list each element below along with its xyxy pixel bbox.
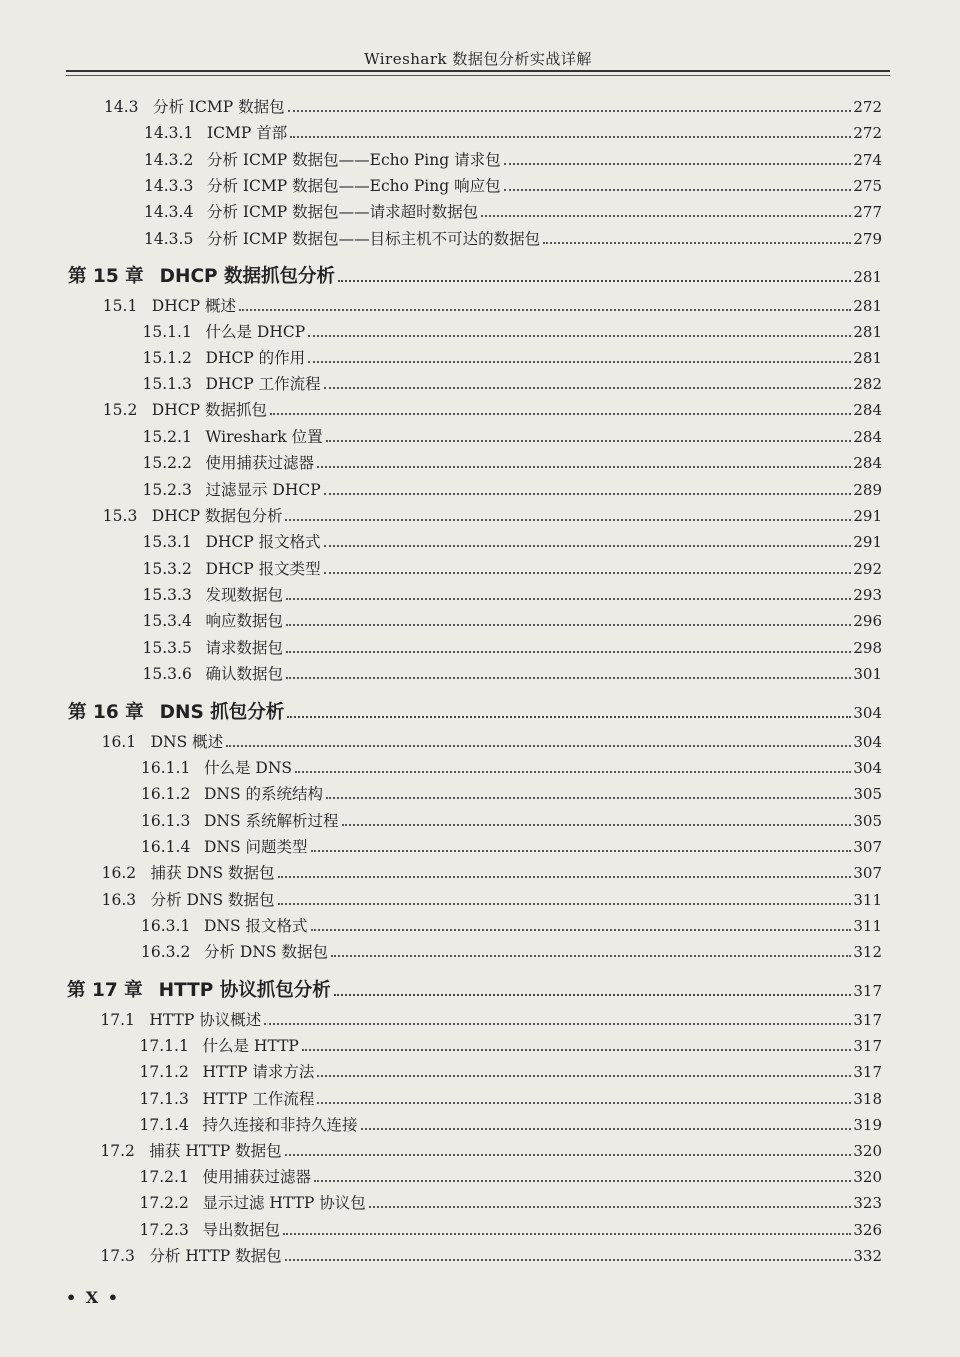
toc-entry-page: 284 xyxy=(853,428,882,446)
toc-entry-number: 15.1.2 xyxy=(142,349,192,367)
toc-entry-page: 281 xyxy=(853,323,882,341)
dot-leader xyxy=(504,189,852,191)
toc-entry-number: 15.3.2 xyxy=(142,560,192,578)
dot-leader xyxy=(331,955,851,957)
toc-entry-subsection[interactable] xyxy=(141,836,882,858)
toc-entry-number: 16.1.3 xyxy=(141,812,191,830)
toc-entry-number: 17.3 xyxy=(100,1247,135,1265)
toc-entry-number: 第 17 章 xyxy=(67,980,143,1001)
toc-entry-title: DHCP 报文格式 xyxy=(205,533,321,551)
toc-entry-section[interactable] xyxy=(102,862,882,884)
toc-entry-number: 15.3.4 xyxy=(142,612,192,630)
toc-entry-subsection[interactable] xyxy=(141,810,882,832)
dot-leader xyxy=(317,1102,851,1104)
toc-entry-subsection[interactable] xyxy=(144,149,882,171)
toc-entry-title: 过滤显示 DHCP xyxy=(205,481,321,499)
toc-entry-subsection[interactable] xyxy=(140,1166,883,1188)
toc-entry-number: 14.3.3 xyxy=(144,177,194,195)
toc-entry-number: 14.3.2 xyxy=(144,151,194,169)
dot-leader xyxy=(504,163,852,165)
toc-entry-page: 272 xyxy=(853,98,882,116)
toc-entry-page: 312 xyxy=(853,943,882,961)
toc-entry-title: 捕获 DNS 数据包 xyxy=(150,864,275,882)
toc-entry-page: 317 xyxy=(853,1063,882,1081)
toc-entry-subsection[interactable] xyxy=(143,452,883,474)
toc-entry-section[interactable] xyxy=(103,505,882,527)
toc-entry-subsection[interactable] xyxy=(140,1035,883,1057)
toc-entry-page: 275 xyxy=(853,177,882,195)
dot-leader xyxy=(270,413,851,415)
toc-entry-title: DNS 报文格式 xyxy=(204,917,308,935)
toc-entry-title: DHCP 概述 xyxy=(151,297,236,315)
toc-entry-number: 17.1.1 xyxy=(139,1037,189,1055)
toc-entry-title: 显示过滤 HTTP 协议包 xyxy=(202,1194,366,1212)
toc-entry-page: 332 xyxy=(853,1247,882,1265)
toc-entry-page: 317 xyxy=(853,982,882,1000)
dot-leader xyxy=(283,1233,851,1235)
toc-entry-number: 15.3 xyxy=(102,507,138,525)
toc-entry-chapter[interactable] xyxy=(68,700,882,726)
toc-entry-subsection[interactable] xyxy=(143,610,883,632)
toc-entry-number: 15.3.6 xyxy=(142,665,192,683)
toc-entry-subsection[interactable] xyxy=(144,122,882,144)
toc-entry-page: 319 xyxy=(853,1116,882,1134)
dot-leader xyxy=(295,771,851,773)
toc-entry-number: 17.1.3 xyxy=(139,1090,189,1108)
dot-leader xyxy=(264,1023,851,1025)
toc-entry-subsection[interactable] xyxy=(140,1219,883,1241)
toc-entry-number: 15.3.3 xyxy=(142,586,192,604)
dot-leader xyxy=(278,903,852,905)
toc-entry-number: 16.2 xyxy=(101,864,137,882)
toc-entry-page: 281 xyxy=(853,268,882,286)
dot-leader xyxy=(286,598,851,600)
toc-entry-page: 304 xyxy=(853,704,882,722)
toc-entry-subsection[interactable] xyxy=(143,531,883,553)
toc-entry-page: 277 xyxy=(853,203,882,221)
toc-entry-page: 317 xyxy=(853,1037,882,1055)
toc-entry-number: 16.1.4 xyxy=(141,838,191,856)
toc-entry-page: 281 xyxy=(853,349,882,367)
dot-leader xyxy=(324,493,852,495)
toc-entry-page: 318 xyxy=(853,1090,882,1108)
toc-entry-subsection[interactable] xyxy=(143,584,883,606)
toc-entry-subsection[interactable] xyxy=(143,479,883,501)
toc-entry-title: 分析 HTTP 数据包 xyxy=(149,1247,282,1265)
toc-entry-page: 305 xyxy=(853,812,882,830)
toc-entry-title: 什么是 HTTP xyxy=(202,1037,299,1055)
toc-entry-title: 请求数据包 xyxy=(205,639,284,657)
dot-leader xyxy=(308,361,851,363)
dot-leader xyxy=(342,824,852,826)
toc-entry-title: 分析 ICMP 数据包——Echo Ping 响应包 xyxy=(207,177,501,195)
toc-entry-page: 296 xyxy=(853,612,882,630)
toc-entry-title: 什么是 DHCP xyxy=(205,323,306,341)
toc-entry-number: 15.1.1 xyxy=(142,323,192,341)
toc-entry-section[interactable] xyxy=(100,1245,882,1267)
toc-entry-number: 17.1 xyxy=(100,1011,135,1029)
toc-entry-title: 分析 ICMP 数据包——Echo Ping 请求包 xyxy=(207,151,501,169)
toc-entry-number: 14.3.4 xyxy=(144,203,194,221)
toc-entry-section[interactable] xyxy=(102,731,882,753)
toc-entry-title: 分析 DNS 数据包 xyxy=(150,891,275,909)
toc-entry-number: 17.1.2 xyxy=(139,1063,189,1081)
toc-entry-subsection[interactable] xyxy=(140,1114,883,1136)
toc-entry-subsection[interactable] xyxy=(143,663,883,685)
toc-entry-title: DNS 概述 xyxy=(150,733,224,751)
dot-leader xyxy=(361,1128,852,1130)
toc-entry-section[interactable] xyxy=(100,1140,882,1162)
dot-leader xyxy=(481,215,851,217)
toc-entry-title: 使用捕获过滤器 xyxy=(205,454,315,472)
toc-entry-number: 15.1 xyxy=(102,297,138,315)
dot-leader xyxy=(286,651,851,653)
toc-entry-subsection[interactable] xyxy=(144,228,882,250)
toc-entry-subsection[interactable] xyxy=(143,558,883,580)
toc-entry-section[interactable] xyxy=(103,295,882,317)
dot-leader xyxy=(286,624,851,626)
toc-entry-number: 17.1.4 xyxy=(139,1116,189,1134)
toc-entry-title: 分析 ICMP 数据包——目标主机不可达的数据包 xyxy=(207,230,541,248)
dot-leader xyxy=(317,1075,851,1077)
toc-entry-title: HTTP 协议概述 xyxy=(149,1011,262,1029)
toc-entry-title: DHCP 数据包分析 xyxy=(151,507,283,525)
toc-entry-page: 320 xyxy=(853,1142,882,1160)
toc-entry-number: 17.2.2 xyxy=(139,1194,189,1212)
toc-entry-number: 16.3.2 xyxy=(141,943,191,961)
toc-entry-number: 第 16 章 xyxy=(68,702,144,723)
toc-entry-page: 272 xyxy=(853,124,882,142)
toc-entry-page: 307 xyxy=(853,838,882,856)
toc-entry-number: 第 15 章 xyxy=(68,266,144,287)
toc-entry-page: 301 xyxy=(853,665,882,683)
toc-entry-subsection[interactable] xyxy=(141,783,882,805)
toc-entry-subsection[interactable] xyxy=(141,915,882,937)
toc-entry-subsection[interactable] xyxy=(143,373,883,395)
toc-entry-title: 分析 ICMP 数据包——请求超时数据包 xyxy=(207,203,479,221)
toc-entry-subsection[interactable] xyxy=(144,201,882,223)
toc-entry-title: 发现数据包 xyxy=(205,586,284,604)
toc-entry-title: DHCP 数据抓包 xyxy=(151,401,267,419)
toc-entry-subsection[interactable] xyxy=(143,347,883,369)
toc-entry-title: 分析 ICMP 数据包 xyxy=(153,98,285,116)
toc-entry-number: 16.3 xyxy=(101,891,137,909)
toc-entry-page: 305 xyxy=(853,785,882,803)
toc-entry-title: 分析 DNS 数据包 xyxy=(204,943,328,961)
toc-entry-number: 15.3.5 xyxy=(142,639,192,657)
toc-entry-title: DHCP 数据抓包分析 xyxy=(159,266,336,287)
dot-leader xyxy=(287,716,851,718)
toc-entry-chapter[interactable] xyxy=(67,978,882,1004)
toc-entry-number: 15.2.2 xyxy=(142,454,192,472)
toc-entry-number: 15.2 xyxy=(102,401,138,419)
toc-entry-title: 持久连接和非持久连接 xyxy=(202,1116,358,1134)
toc-entry-page: 304 xyxy=(853,733,882,751)
toc-entry-page: 284 xyxy=(853,454,882,472)
toc-entry-number: 17.2.3 xyxy=(139,1221,189,1239)
toc-entry-subsection[interactable] xyxy=(141,757,882,779)
toc-entry-page: 281 xyxy=(853,297,882,315)
toc-entry-page: 307 xyxy=(853,864,882,882)
toc-entry-subsection[interactable] xyxy=(144,175,882,197)
running-header: Wireshark 数据包分析实战详解 xyxy=(364,50,592,68)
dot-leader xyxy=(285,519,851,521)
dot-leader xyxy=(324,387,852,389)
toc-entry-number: 15.2.3 xyxy=(142,481,192,499)
toc-entry-title: HTTP 请求方法 xyxy=(202,1063,315,1081)
toc-entry-page: 292 xyxy=(853,560,882,578)
toc-entry-number: 16.1.2 xyxy=(141,785,191,803)
toc-entry-page: 291 xyxy=(853,533,882,551)
toc-entry-page: 317 xyxy=(853,1011,882,1029)
dot-leader xyxy=(311,929,852,931)
toc-entry-title: DNS 系统解析过程 xyxy=(204,812,339,830)
toc-entry-subsection[interactable] xyxy=(143,321,883,343)
toc-entry-title: DNS 抓包分析 xyxy=(159,702,285,723)
toc-entry-section[interactable] xyxy=(100,1009,882,1031)
dot-leader xyxy=(239,309,851,311)
toc-entry-section[interactable] xyxy=(102,889,882,911)
toc-entry-number: 16.3.1 xyxy=(141,917,191,935)
dot-leader xyxy=(314,1180,851,1182)
toc-entry-number: 14.3 xyxy=(104,98,139,116)
toc-entry-page: 326 xyxy=(853,1221,882,1239)
toc-entry-title: DNS 的系统结构 xyxy=(204,785,324,803)
toc-entry-number: 15.1.3 xyxy=(142,375,192,393)
toc-entry-title: 确认数据包 xyxy=(205,665,284,683)
toc-entry-page: 323 xyxy=(853,1194,882,1212)
toc-entry-title: DHCP 的作用 xyxy=(205,349,306,367)
dot-leader xyxy=(278,876,852,878)
toc-entry-title: 导出数据包 xyxy=(202,1221,281,1239)
dot-leader xyxy=(308,335,851,337)
dot-leader xyxy=(226,745,851,747)
toc-entry-page: 304 xyxy=(853,759,882,777)
dot-leader xyxy=(369,1206,852,1208)
toc-entry-title: 使用捕获过滤器 xyxy=(202,1168,312,1186)
dot-leader xyxy=(543,242,851,244)
dot-leader xyxy=(326,440,852,442)
dot-leader xyxy=(286,677,851,679)
dot-leader xyxy=(290,136,851,138)
toc-entry-subsection[interactable] xyxy=(143,426,883,448)
toc-entry-title: Wireshark 位置 xyxy=(205,428,323,446)
toc-entry-number: 16.1 xyxy=(101,733,137,751)
toc-entry-page: 284 xyxy=(853,401,882,419)
toc-entry-number: 14.3.5 xyxy=(144,230,194,248)
dot-leader xyxy=(334,994,852,996)
toc-entry-subsection[interactable] xyxy=(140,1192,883,1214)
toc-entry-title: 响应数据包 xyxy=(205,612,284,630)
page-number: • X • xyxy=(66,1288,121,1307)
toc-entry-number: 16.1.1 xyxy=(141,759,191,777)
toc-entry-title: DHCP 工作流程 xyxy=(205,375,321,393)
dot-leader xyxy=(285,1154,852,1156)
toc-entry-page: 293 xyxy=(853,586,882,604)
toc-entry-section[interactable] xyxy=(103,399,882,421)
toc-entry-number: 17.2 xyxy=(100,1142,135,1160)
dot-leader xyxy=(288,110,852,112)
toc-entry-title: 捕获 HTTP 数据包 xyxy=(149,1142,282,1160)
dot-leader xyxy=(285,1259,852,1261)
toc-entry-section[interactable] xyxy=(104,96,882,118)
toc-entry-page: 311 xyxy=(853,917,882,935)
dot-leader xyxy=(317,466,851,468)
dot-leader xyxy=(326,797,851,799)
toc-entry-page: 291 xyxy=(853,507,882,525)
toc-entry-title: HTTP 协议抓包分析 xyxy=(158,980,331,1001)
toc-entry-subsection[interactable] xyxy=(140,1061,883,1083)
toc-entry-title: 什么是 DNS xyxy=(204,759,293,777)
dot-leader xyxy=(324,572,852,574)
toc-entry-chapter[interactable] xyxy=(68,264,882,290)
toc-entry-number: 15.2.1 xyxy=(142,428,192,446)
toc-entry-number: 15.3.1 xyxy=(142,533,192,551)
dot-leader xyxy=(302,1049,852,1051)
toc-entry-subsection[interactable] xyxy=(141,941,882,963)
dot-leader xyxy=(324,545,852,547)
toc-entry-page: 320 xyxy=(853,1168,882,1186)
toc-entry-title: ICMP 首部 xyxy=(207,124,288,142)
toc-entry-page: 311 xyxy=(853,891,882,909)
toc-entry-page: 282 xyxy=(853,375,882,393)
toc-entry-subsection[interactable] xyxy=(140,1088,883,1110)
toc-entry-page: 274 xyxy=(853,151,882,169)
dot-leader xyxy=(311,850,852,852)
toc-entry-number: 17.2.1 xyxy=(139,1168,189,1186)
toc-entry-subsection[interactable] xyxy=(143,637,883,659)
dot-leader xyxy=(338,280,851,282)
toc-entry-page: 298 xyxy=(853,639,882,657)
toc-entry-title: DHCP 报文类型 xyxy=(205,560,321,578)
toc-entry-page: 279 xyxy=(853,230,882,248)
toc-entry-title: DNS 问题类型 xyxy=(204,838,308,856)
toc-entry-number: 14.3.1 xyxy=(144,124,194,142)
toc-entry-title: HTTP 工作流程 xyxy=(202,1090,315,1108)
toc-entry-page: 289 xyxy=(853,481,882,499)
